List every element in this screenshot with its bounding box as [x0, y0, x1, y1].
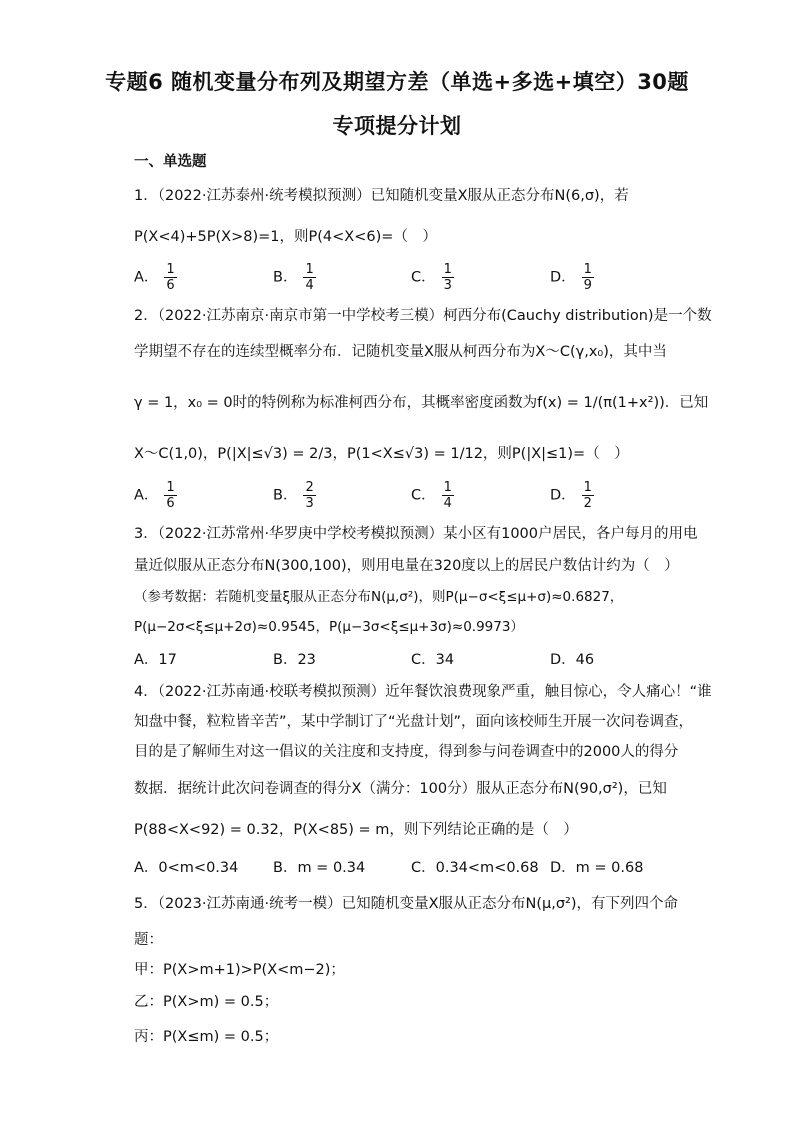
q5-statement-yi: 乙：P(X>m) = 0.5； — [134, 994, 279, 1010]
q4-option-c[interactable]: C．0.34<m<0.68 — [411, 860, 539, 876]
option-label: C． — [411, 269, 436, 286]
q2-line-2: 学期望不存在的连续型概率分布．记随机变量X服从柯西分布为X～C(γ,x₀)，其中当 — [134, 344, 667, 360]
fraction — [582, 480, 594, 511]
q5-statement-bing: 丙：P(X≤m) = 0.5； — [134, 1029, 279, 1045]
numerator: 2 — [305, 480, 314, 495]
q4-options — [134, 856, 654, 878]
denominator: 3 — [443, 278, 452, 293]
q3-line-4: P(μ−2σ<ξ≤μ+2σ)≈0.9545，P(μ−3σ<ξ≤μ+3σ)≈0.9973） — [134, 619, 524, 635]
q4-line-5: P(88<X<92) = 0.32，P(X<85) = m，则下列结论正确的是（ ） — [134, 822, 578, 838]
q1-option-a[interactable] — [134, 262, 177, 293]
numerator: 1 — [583, 480, 592, 495]
option-label: B． — [273, 487, 298, 504]
q3-option-d[interactable]: D．46 — [550, 652, 595, 668]
denominator: 2 — [583, 496, 592, 511]
q1-line-1: 1．（2022·江苏泰州·统考模拟预测）已知随机变量X服从正态分布N(6,σ)，若 — [134, 188, 629, 204]
option-label: A． — [134, 269, 159, 286]
q4-line-1: 4．（2022·江苏南通·校联考模拟预测）近年餐饮浪费现象严重，触目惊心，令人痛心！“谁 — [134, 684, 712, 700]
q4-line-2: 知盘中餐，粒粒皆辛苦”，某中学制订了“光盘计划”，面向该校师生开展一次问卷调查， — [134, 714, 694, 730]
q2-option-a[interactable] — [134, 480, 177, 511]
q4-option-a[interactable]: A．0<m<0.34 — [134, 860, 239, 876]
fraction — [164, 262, 176, 293]
option-label: B． — [273, 269, 298, 286]
page-title: 专题6 随机变量分布列及期望方差（单选+多选+填空）30题 — [105, 70, 689, 94]
denominator: 6 — [166, 496, 175, 511]
numerator: 1 — [443, 480, 452, 495]
q3-line-2: 量近似服从正态分布N(300,100)，则用电量在320度以上的居民户数估计约为（ ） — [134, 558, 679, 574]
q1-line-2: P(X<4)+5P(X>8)=1，则P(4<X<6)=（ ） — [134, 229, 437, 245]
q3-option-a[interactable]: A．17 — [134, 652, 177, 668]
page-subtitle: 专项提分计划 — [332, 114, 462, 138]
denominator: 9 — [583, 278, 592, 293]
numerator: 1 — [583, 262, 592, 277]
q5-statement-jia: 甲：P(X>m+1)>P(X<m−2)； — [134, 962, 345, 978]
q1-options — [134, 262, 654, 296]
q2-line-1: 2．（2022·江苏南京·南京市第一中学校考三模）柯西分布(Cauchy distribution)是一个数 — [134, 308, 712, 324]
denominator: 4 — [305, 278, 314, 293]
q2-option-c[interactable] — [411, 480, 454, 511]
q4-line-3: 目的是了解师生对这一倡议的关注度和支持度，得到参与问卷调查中的2000人的得分 — [134, 744, 679, 760]
q2-options — [134, 480, 654, 514]
q2-line-4: X～C(1,0)，P(|X|≤√3) = 2/3，P(1<X≤√3) = 1/12，则P(|X|≤1)=（ ） — [134, 446, 629, 462]
numerator: 1 — [305, 262, 314, 277]
option-label: C． — [411, 487, 436, 504]
section-heading-single-choice: 一、单选题 — [134, 154, 207, 170]
q2-option-b[interactable] — [273, 480, 316, 511]
q3-options — [134, 648, 654, 670]
q2-line-3: γ = 1，x₀ = 0时的特例称为标准柯西分布，其概率密度函数为f(x) = 1/(π(1+x²))．已知 — [134, 395, 709, 411]
fraction — [164, 480, 176, 511]
q5-line-1: 5．（2023·江苏南通·统考一模）已知随机变量X服从正态分布N(μ,σ²)，有下列四个命 — [134, 896, 679, 912]
q3-option-c[interactable]: C．34 — [411, 652, 455, 668]
option-label: D． — [550, 487, 576, 504]
q1-option-b[interactable] — [273, 262, 316, 293]
q3-line-1: 3．（2022·江苏常州·华罗庚中学校考模拟预测）某小区有1000户居民，各户每月的用电 — [134, 526, 698, 542]
numerator: 1 — [443, 262, 452, 277]
option-label: A． — [134, 487, 159, 504]
q1-option-c[interactable] — [411, 262, 454, 293]
q2-option-d[interactable] — [550, 480, 594, 511]
fraction — [303, 262, 315, 293]
q4-line-4: 数据．据统计此次问卷调查的得分X（满分：100分）服从正态分布N(90,σ²)，已知 — [134, 781, 667, 797]
numerator: 1 — [166, 480, 175, 495]
denominator: 4 — [443, 496, 452, 511]
q1-option-d[interactable] — [550, 262, 594, 293]
option-label: D． — [550, 269, 576, 286]
numerator: 1 — [166, 262, 175, 277]
denominator: 3 — [305, 496, 314, 511]
fraction — [582, 262, 594, 293]
fraction — [442, 480, 454, 511]
q4-option-d[interactable]: D．m = 0.68 — [550, 860, 644, 876]
q3-line-3: （参考数据：若随机变量ξ服从正态分布N(μ,σ²)，则P(μ−σ<ξ≤μ+σ)≈0.6827， — [134, 589, 624, 605]
fraction — [442, 262, 454, 293]
q4-option-b[interactable]: B．m = 0.34 — [273, 860, 366, 876]
q3-option-b[interactable]: B．23 — [273, 652, 316, 668]
q5-line-2: 题： — [134, 932, 163, 948]
fraction — [303, 480, 315, 511]
denominator: 6 — [166, 278, 175, 293]
